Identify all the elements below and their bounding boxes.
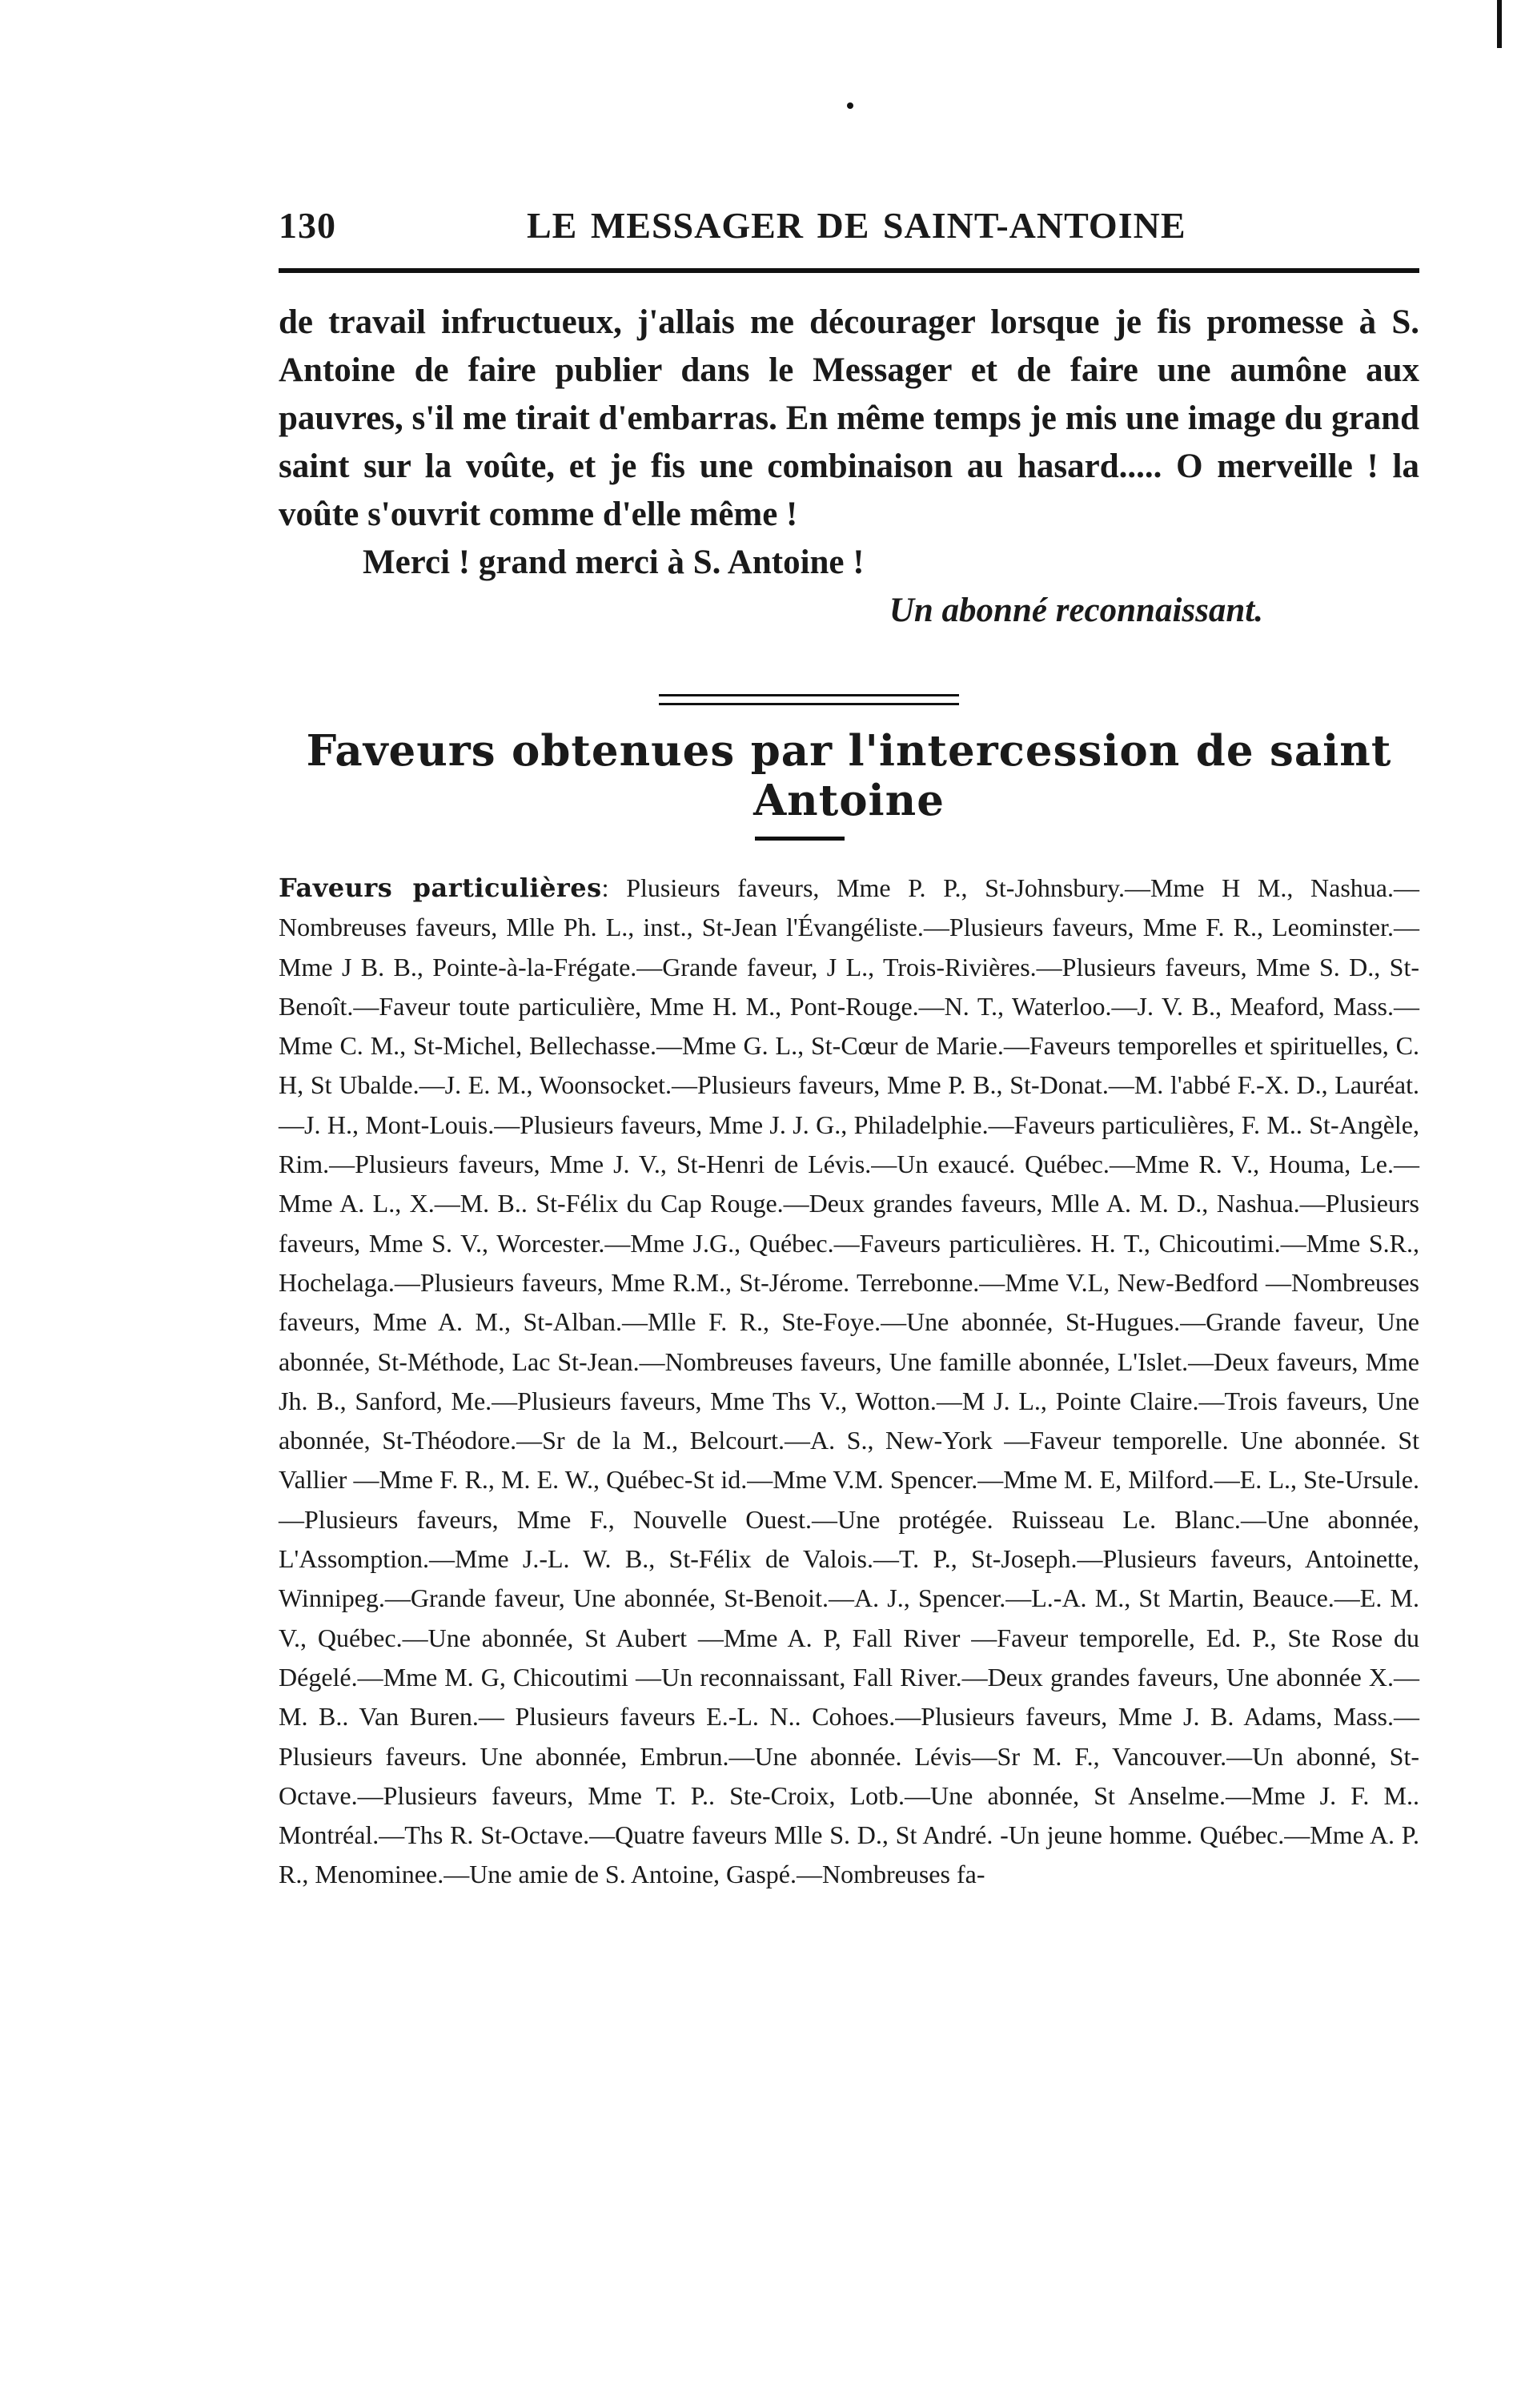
scan-dot bbox=[847, 102, 853, 109]
page-number: 130 bbox=[279, 205, 336, 246]
header-rule bbox=[279, 268, 1419, 273]
page-header bbox=[279, 188, 1419, 268]
graces-lead: Faveurs particulières bbox=[279, 873, 602, 903]
scan-edge-mark bbox=[1497, 0, 1502, 48]
letter-signature: Un abonné reconnaissant. bbox=[889, 592, 1263, 629]
letter-body bbox=[279, 299, 1419, 635]
title-underline bbox=[755, 837, 845, 841]
graces-list bbox=[279, 869, 1419, 1895]
running-title: LE MESSAGER DE SAINT-ANTOINE bbox=[527, 205, 1186, 246]
graces-text: : Plusieurs faveurs, Mme P. P., St-Johnsbury.—Mme H M., Nashua.—Nombreuses faveurs, Mlle Ph. L., inst., St-Jean l'Évangéliste.—Plusieurs faveurs, Mme F. R., Leominster.—Mme J B. B., Pointe-à-la-Frégate.—Grande faveur, J L., Trois-Rivières.—Plusieurs faveurs, Mme S. D., St-Benoît.—Faveur toute particulière, Mme H. M., Pont-Rouge.—N. T., Waterloo.—J. V. B., Meaford, Mass.—Mme C. M., St-Michel, Bellechasse.—Mme G. L., St-Cœur de Marie.—Faveurs temporelles et spirituelles, C. H, St Ubalde.—J. E. M., Woonsocket.—Plusieurs faveurs, Mme P. B., St-Donat.—M. l'abbé F.-X. D., Lauréat.—J. H., Mont-Louis.—Plusieurs faveurs, Mme J. J. G., Philadelphie.—Faveurs particulières, F. M.. St-Angèle, Rim.—Plusieurs faveurs, Mme J. V., St-Henri de Lévis.—Un exaucé. Québec.—Mme R. V., Houma, Le.— Mme A. L., X.—M. B.. St-Félix du Cap Rouge.—Deux grandes faveurs, Mlle A. M. D., Nashua.—Plusieurs faveurs, Mme S. V., Worcester.—Mme J.G., Québec.—Faveurs particulières. H. T., Chicoutimi.—Mme S.R., Hochelaga.—Plusieurs faveurs, Mme R.M., St-Jérome. Terrebonne.—Mme V.L, New-Bedford —Nombreuses faveurs, Mme A. M., St-Alban.—Mlle F. R., Ste-Foye.—Une abonnée, St-Hugues.—Grande faveur, Une abonnée, St-Méthode, Lac St-Jean.—Nombreuses faveurs, Une famille abonnée, L'Islet.—Deux faveurs, Mme Jh. B., Sanford, Me.—Plusieurs faveurs, Mme Ths V., Wotton.—M J. L., Pointe Claire.—Trois faveurs, Une abonnée, St-Théodore.—Sr de la M., Belcourt.—A. S., New-York —Faveur temporelle. Une abonnée. St Vallier —Mme F. R., M. E. W., Québec-St id.—Mme V.M. Spencer.—Mme M. E, Milford.—E. L., Ste-Ursule.—Plusieurs faveurs, Mme F., Nouvelle Ouest.—Une protégée. Ruisseau Le. Blanc.—Une abonnée, L'Assomption.—Mme J.-L. W. B., St-Félix de Valois.—T. P., St-Joseph.—Plusieurs faveurs, Antoinette, Winnipeg.—Grande faveur, Une abonnée, St-Benoit.—A. J., Spencer.—L.-A. M., St Martin, Beauce.—E. M. V., Québec.—Une abonnée, St Aubert —Mme A. P, Fall River —Faveur temporelle, Ed. P., Ste Rose du Dégelé.—Mme M. G, Chicoutimi —Un reconnaissant, Fall River.—Deux grandes faveurs, Une abonnée X.—M. B.. Van Buren.— Plusieurs faveurs E.-L. N.. Cohoes.—Plusieurs faveurs, Mme J. B. Adams, Mass.—Plusieurs faveurs. Une abonnée, Embrun.—Une abonnée. Lévis—Sr M. F., Vancouver.—Un abonné, St-Octave.—Plusieurs faveurs, Mme T. P.. Ste-Croix, Lotb.—Une abonnée, St Anselme.—Mme J. F. M.. Montréal.—Ths R. St-Octave.—Quatre faveurs Mlle S. D., St André. -Un jeune homme. Québec.—Mme A. P. R., Menominee.—Une amie de S. Antoine, Gaspé.—Nombreuses fa- bbox=[279, 873, 1420, 1889]
letter-thanks: Merci ! grand merci à S. Antoine ! bbox=[363, 544, 865, 581]
section-divider bbox=[659, 694, 959, 705]
section-title: Faveurs obtenues par l'intercession de saint Antoine bbox=[306, 726, 1392, 825]
letter-paragraph: de travail infructueux, j'allais me décourager lorsque je fis promesse à S. Antoine de faire publier dans le Messager et de faire une aumône aux pauvres, s'il me tirait d'embarras. En même temps je mis une image du grand saint sur la voûte, et je fis une combinaison au hasard..... O merveille ! la voûte s'ouvrit comme d'elle même ! bbox=[279, 303, 1419, 533]
page bbox=[279, 188, 1420, 1889]
